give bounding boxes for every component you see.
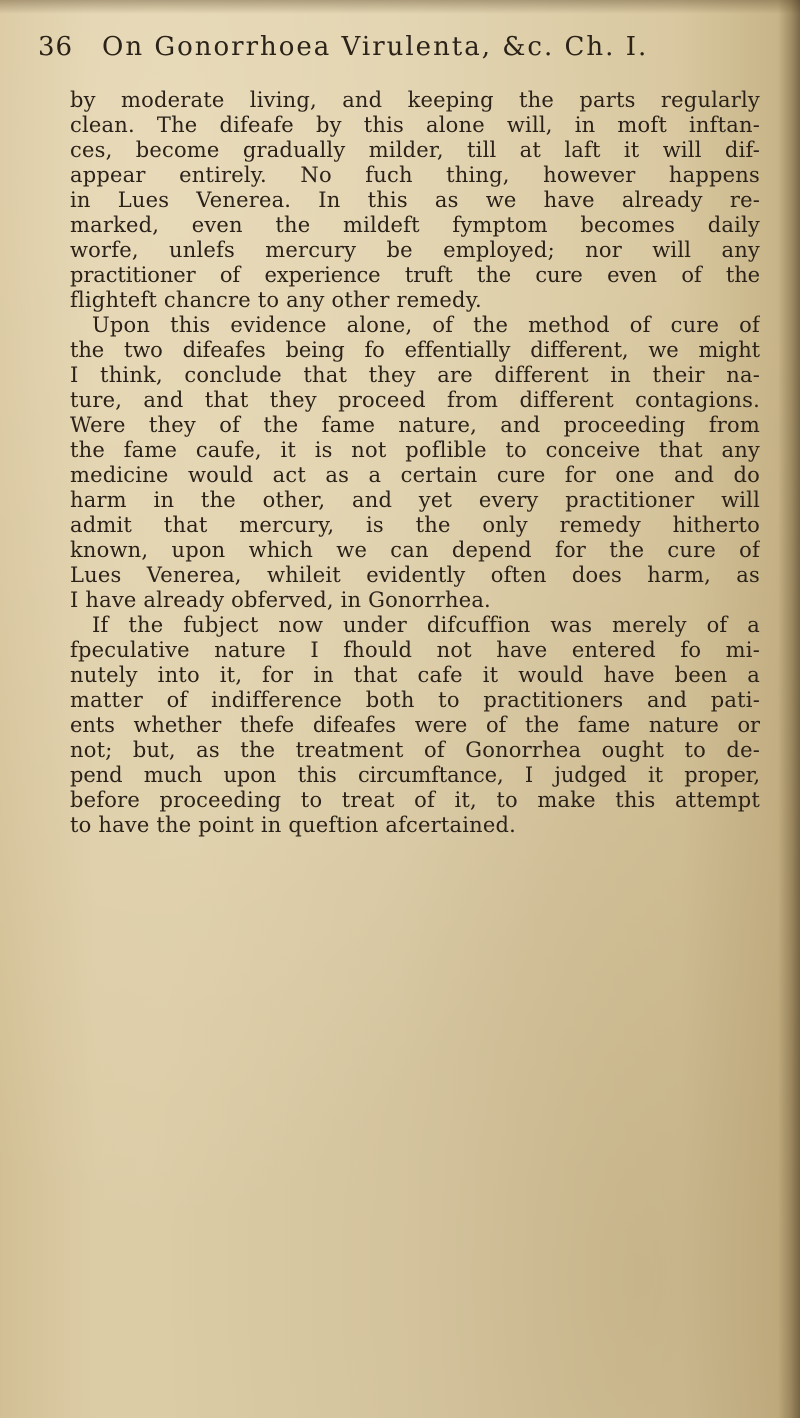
text-line: I have already obferved, in Gonorrhea. [70,588,491,612]
text-line: medicine would act as a certain cure for one and do [70,463,760,487]
text-line: nutely into it, for in that cafe it would have been a [70,663,760,687]
text-line: harm in the other, and yet every practitioner will [70,488,760,512]
text-line: in Lues Venerea. In this as we have already re- [70,188,760,212]
text-line: Lues Venerea, whileit evidently often does harm, as [70,563,760,587]
text-line: matter of indifference both to practitioners and pati- [70,688,760,712]
text-line: I think, conclude that they are different in their na- [70,363,760,387]
text-line: flighteft chancre to any other remedy. [70,288,482,312]
text-line: Were they of the fame nature, and proceeding from [70,413,760,437]
text-line: the two difeafes being fo effentially different, we might [70,338,760,362]
text-line: appear entirely. No fuch thing, however happens [70,163,760,187]
body-text [70,88,760,838]
text-line: practitioner of experience truft the cure even of the [70,263,760,287]
text-line: ents whether thefe difeafes were of the fame nature or [70,713,760,737]
text-line: the fame caufe, it is not poflible to conceive that any [70,438,760,462]
text-line: known, upon which we can depend for the cure of [70,538,760,562]
text-line: marked, even the mildeft fymptom becomes daily [70,213,760,237]
text-line: ture, and that they proceed from different contagions. [70,388,760,412]
text-line: ces, become gradually milder, till at laft it will dif- [70,138,760,162]
text-line: clean. The difeafe by this alone will, in moft inftan- [70,113,760,137]
page-top-shadow [0,0,800,14]
text-line: fpeculative nature I fhould not have entered fo mi- [70,638,760,662]
paragraph-start-line: If the fubject now under difcuffion was merely of a [92,613,760,637]
text-line: pend much upon this circumftance, I judged it proper, [70,763,760,787]
page-number: 36 [38,32,74,62]
page-binding-shadow [778,0,800,1418]
running-title: On Gonorrhoea Virulenta, &c. Ch. I. [102,32,649,62]
text-line: not; but, as the treatment of Gonorrhea ought to de- [70,738,760,762]
paragraph-start-line: Upon this evidence alone, of the method of cure of [92,313,760,337]
text-line: admit that mercury, is the only remedy hitherto [70,513,760,537]
text-line: before proceeding to treat of it, to make this attempt [70,788,760,812]
text-line: worfe, unlefs mercury be employed; nor will any [70,238,760,262]
text-line: to have the point in queftion afcertained. [70,813,517,837]
text-line: by moderate living, and keeping the parts regularly [70,88,760,112]
running-head [38,30,768,70]
